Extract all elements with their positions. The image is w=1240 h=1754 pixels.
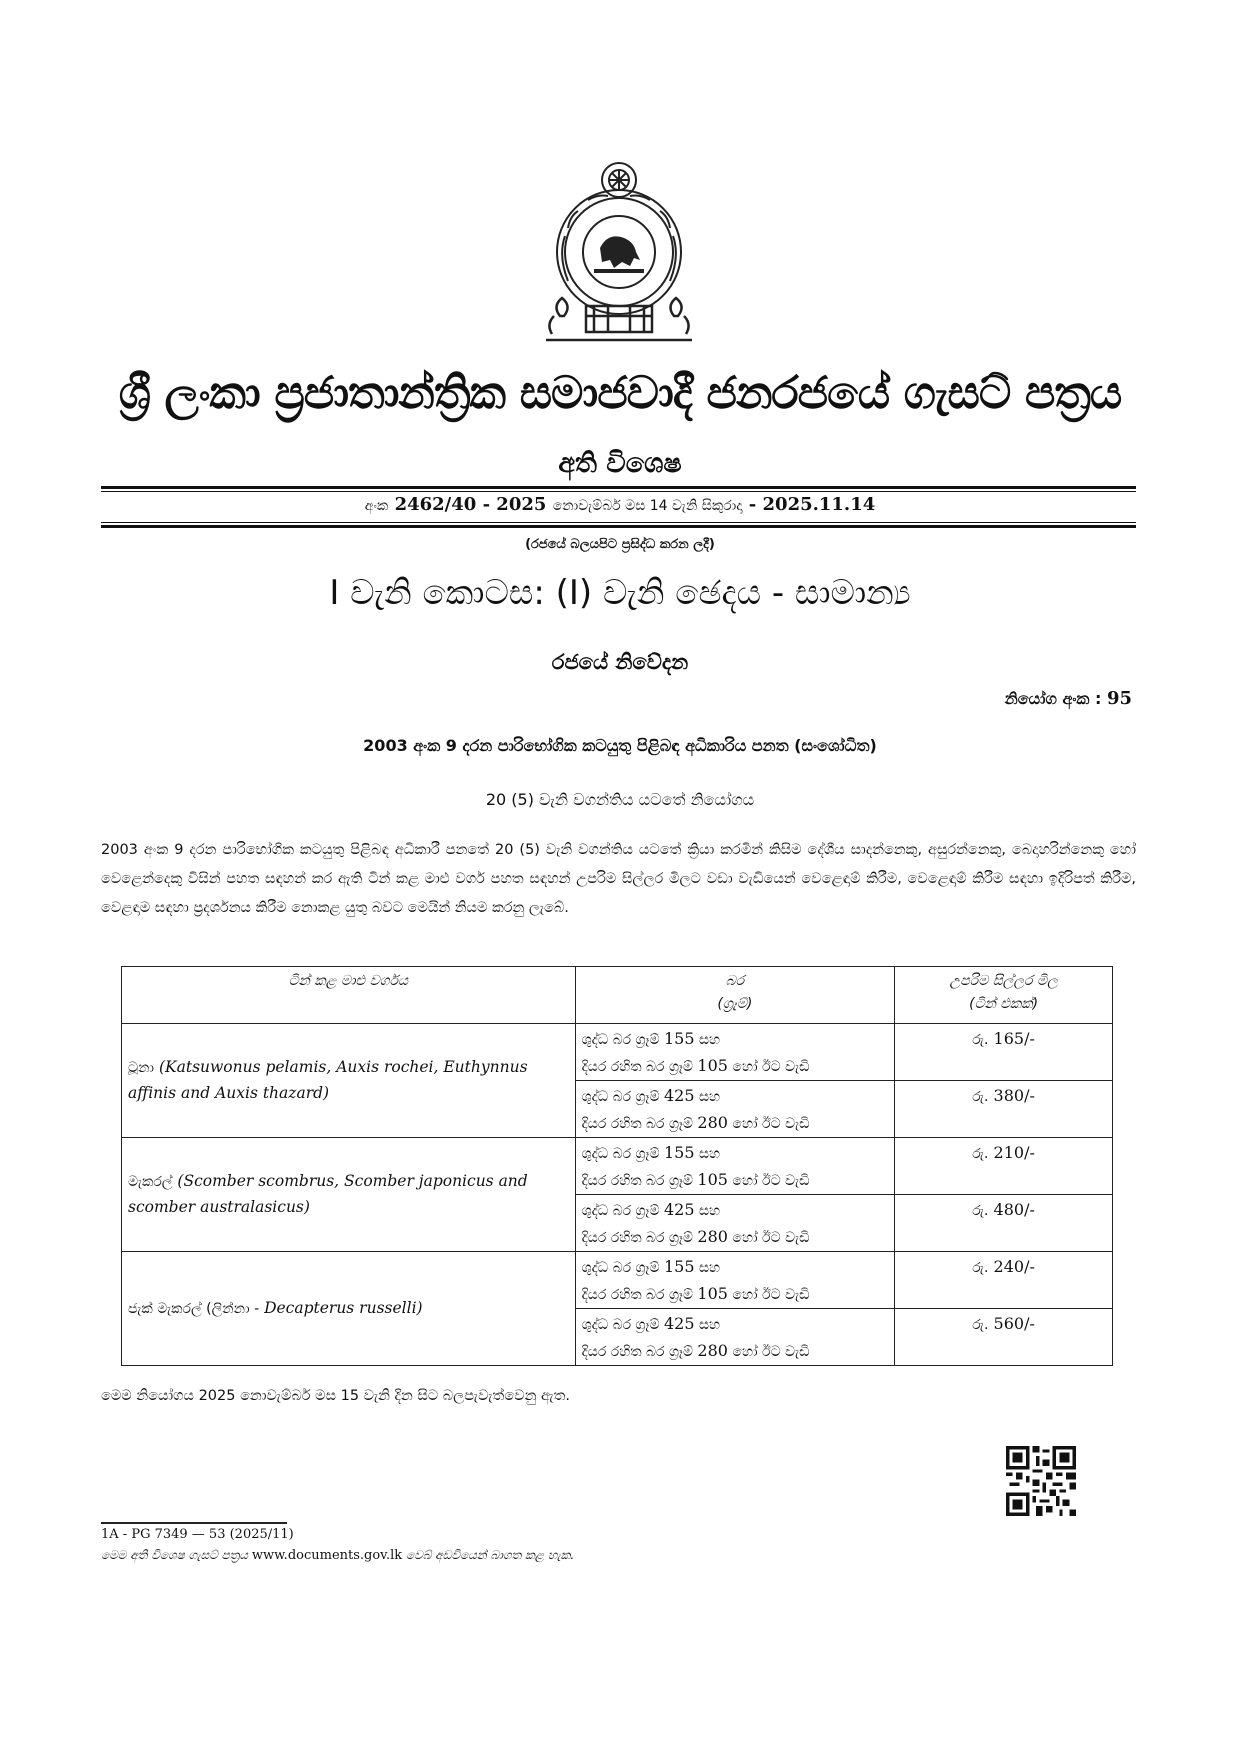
net-weight-label: ශුද්ධ බර ග්‍රෑම් — [581, 1260, 660, 1276]
issue-date-text: නොවැම්බර් මස 14 වැනි සිකුරාදා — [552, 498, 743, 514]
price-cell — [895, 1024, 1113, 1081]
fish-name-scientific: (Katsuwonus pelamis, Auxis rochei, Euthynnus affinis and Auxis thazard) — [128, 1058, 528, 1102]
header-weight — [575, 967, 895, 1024]
qr-code — [1006, 1446, 1076, 1516]
footer-note-before: මෙම අති විශෙෂ ගැසට් පත්‍රය — [101, 1548, 249, 1562]
net-weight-label: ශුද්ධ බර ග්‍රෑම් — [581, 1317, 660, 1333]
drained-weight-value: 280 — [697, 1341, 728, 1360]
fish-name-sinhala: ජැක් මැකරල් (ලින්නා - — [128, 1300, 260, 1317]
regulation-body: 2003 අංක 9 දරන පාරිභෝගික කටයුතු පිළිබඳ අධිකාරී පනතේ 20 (5) වැනි වගන්තිය යටතේ ක්‍රියා කරමින් කිසිම දේශීය සාදන්නෙකු, අසුරන්නෙකු, බෙදාහරින්නෙකු හෝ වෙළෙන්දෙකු විසින් පහත සඳහන් කර ඇති ටින් කළ මාළු වර්ග පහත සඳහන් උපරිම සිල්ලර මිලට වඩා වැඩියෙන් වෙළෙඳාම් කිරීම, වෙළෙඳාම් කිරීම සඳහා ඉදිරිපත් කිරීම, වෙළඳාම සඳහා ප්‍රදර්ශනය කිරීම නොකළ යුතු බවට මෙයින් නියම කරනු ලැබේ. — [101, 842, 1136, 916]
price-cell — [895, 1195, 1113, 1252]
price-value: 380/- — [993, 1086, 1035, 1105]
regulation-value: 95 — [1106, 688, 1132, 709]
price-cell — [895, 1309, 1113, 1366]
table-row — [122, 1138, 1113, 1195]
net-weight-suffix: සහ — [698, 1317, 721, 1333]
issue-number: 2462/40 - 2025 — [394, 494, 547, 515]
currency-prefix: රු. — [972, 1146, 989, 1162]
drained-weight-label: දියර රහිත බර ග්‍රෑම් — [581, 1059, 693, 1075]
fish-name-cell — [122, 1024, 576, 1138]
net-weight-suffix: සහ — [698, 1089, 721, 1105]
net-weight-label: ශුද්ධ බර ග්‍රෑම් — [581, 1032, 660, 1048]
drained-weight-label: දියර රහිත බර ග්‍රෑම් — [581, 1116, 693, 1132]
net-weight-suffix: සහ — [698, 1032, 721, 1048]
net-weight-value: 425 — [663, 1200, 695, 1219]
price-value: 480/- — [993, 1200, 1035, 1219]
drained-weight-label: දියර රහිත බර ග්‍රෑම් — [581, 1230, 693, 1246]
net-weight-label: ශුද්ධ බර ග්‍රෑම් — [581, 1089, 660, 1105]
published-by: (රජයේ බලයපිට ප්‍රසිද්ධ කරන ලදී) — [525, 537, 715, 552]
part-heading: I වැනි කොටස: (I) වැනි ඡෙදය - සාමාන්‍ය — [329, 573, 911, 613]
net-weight-label: ශුද්ධ බර ග්‍රෑම් — [581, 1203, 660, 1219]
footer-rule — [101, 1522, 287, 1524]
act-title: 2003 අංක 9 දරන පාරිභෝගික කටයුතු පිළිබඳ අධිකාරිය පනත (සංශෝධිත) — [363, 736, 877, 755]
header-fish-type: ටින් කළ මාළු වර්ගය — [122, 967, 576, 1024]
header-rule-top-thin — [101, 491, 1136, 492]
net-weight-value: 155 — [663, 1029, 695, 1048]
gazette-subtitle: අති විශෙෂ — [558, 448, 682, 479]
price-cell — [895, 1252, 1113, 1309]
footer-website-link[interactable]: www.documents.gov.lk — [251, 1548, 403, 1563]
price-table — [121, 966, 1113, 1366]
drained-weight-value: 280 — [697, 1227, 728, 1246]
weight-cell — [575, 1252, 895, 1309]
drained-weight-suffix: හෝ ඊට වැඩි — [732, 1230, 810, 1246]
header-rule-bottom — [101, 525, 1136, 528]
drained-weight-value: 105 — [697, 1056, 728, 1075]
header-price — [895, 967, 1113, 1024]
header-rule-bottom-thin — [101, 522, 1136, 523]
fish-name-sinhala: මැකරල් — [128, 1174, 173, 1190]
fish-name-scientific: (Scomber scombrus, Scomber japonicus and scomber australasicus) — [128, 1172, 528, 1216]
net-weight-value: 425 — [663, 1314, 695, 1333]
weight-cell — [575, 1195, 895, 1252]
table-row — [122, 1024, 1113, 1081]
drained-weight-label: දියර රහිත බර ග්‍රෑම් — [581, 1344, 693, 1360]
gazette-title: ශ්‍රී ලංකා ප්‍රජාතාන්ත්‍රික සමාජවාදී ජනරජයේ ගැසට් පත්‍රය — [118, 366, 1122, 419]
drained-weight-value: 105 — [697, 1284, 728, 1303]
drained-weight-value: 280 — [697, 1113, 728, 1132]
regulation-number — [1005, 688, 1132, 709]
net-weight-suffix: සහ — [698, 1146, 721, 1162]
drained-weight-value: 105 — [697, 1170, 728, 1189]
weight-cell — [575, 1081, 895, 1138]
price-value: 165/- — [993, 1029, 1035, 1048]
currency-prefix: රු. — [972, 1260, 989, 1276]
issue-date: - 2025.11.14 — [748, 494, 876, 515]
table-row — [122, 1252, 1113, 1309]
net-weight-value: 155 — [663, 1257, 695, 1276]
currency-prefix: රු. — [972, 1317, 989, 1333]
drained-weight-suffix: හෝ ඊට වැඩි — [732, 1344, 810, 1360]
notice-heading: රජයේ නිවේදන — [551, 650, 689, 674]
net-weight-value: 155 — [663, 1143, 695, 1162]
price-value: 560/- — [993, 1314, 1035, 1333]
drained-weight-suffix: හෝ ඊට වැඩි — [732, 1116, 810, 1132]
drained-weight-label: දියර රහිත බර ග්‍රෑම් — [581, 1287, 693, 1303]
currency-prefix: රු. — [972, 1089, 989, 1105]
fish-name-cell — [122, 1252, 576, 1366]
net-weight-suffix: සහ — [698, 1203, 721, 1219]
net-weight-suffix: සහ — [698, 1260, 721, 1276]
net-weight-label: ශුද්ධ බර ග්‍රෑම් — [581, 1146, 660, 1162]
header-price-line2: (ටින් එකක්) — [969, 996, 1039, 1012]
section-reference: 20 (5) වැනි වගන්තිය යටතේ නියෝගය — [485, 790, 755, 809]
price-value: 210/- — [993, 1143, 1035, 1162]
header-price-line1: උපරිම සිල්ලර මිල — [949, 973, 1058, 989]
header-weight-line1: බර — [725, 973, 745, 989]
drained-weight-suffix: හෝ ඊට වැඩි — [732, 1287, 810, 1303]
header-rule-top — [101, 486, 1136, 489]
price-cell — [895, 1081, 1113, 1138]
regulation-label: නියෝග අංක : — [1004, 689, 1102, 708]
price-cell — [895, 1138, 1113, 1195]
weight-cell — [575, 1138, 895, 1195]
issue-prefix: අංක — [364, 498, 389, 514]
fish-name-sinhala: ටූනා — [128, 1060, 155, 1076]
footer-code: 1A - PG 7349 — 53 (2025/11) — [101, 1527, 294, 1542]
currency-prefix: රු. — [972, 1203, 989, 1219]
footer-note-after: වෙබ් අඩවියෙන් බාගත කළ හැක. — [405, 1548, 575, 1562]
price-value: 240/- — [993, 1257, 1035, 1276]
weight-cell — [575, 1309, 895, 1366]
drained-weight-label: දියර රහිත බර ග්‍රෑම් — [581, 1173, 693, 1189]
header-weight-line2: (ග්‍රෑම්) — [717, 996, 753, 1012]
national-emblem — [538, 156, 700, 346]
currency-prefix: රු. — [972, 1032, 989, 1048]
drained-weight-suffix: හෝ ඊට වැඩි — [732, 1173, 810, 1189]
issue-line — [0, 494, 1240, 515]
table-header-row — [122, 967, 1113, 1024]
net-weight-value: 425 — [663, 1086, 695, 1105]
effective-date-note: මෙම නියෝගය 2025 නොවැම්බර් මස 15 වැනි දින සිට බලපැවැත්වෙනු ඇත. — [101, 1388, 570, 1404]
drained-weight-suffix: හෝ ඊට වැඩි — [732, 1059, 810, 1075]
fish-name-scientific: Decapterus russelli) — [264, 1298, 423, 1317]
weight-cell — [575, 1024, 895, 1081]
fish-name-cell — [122, 1138, 576, 1252]
footer-note — [101, 1548, 574, 1563]
